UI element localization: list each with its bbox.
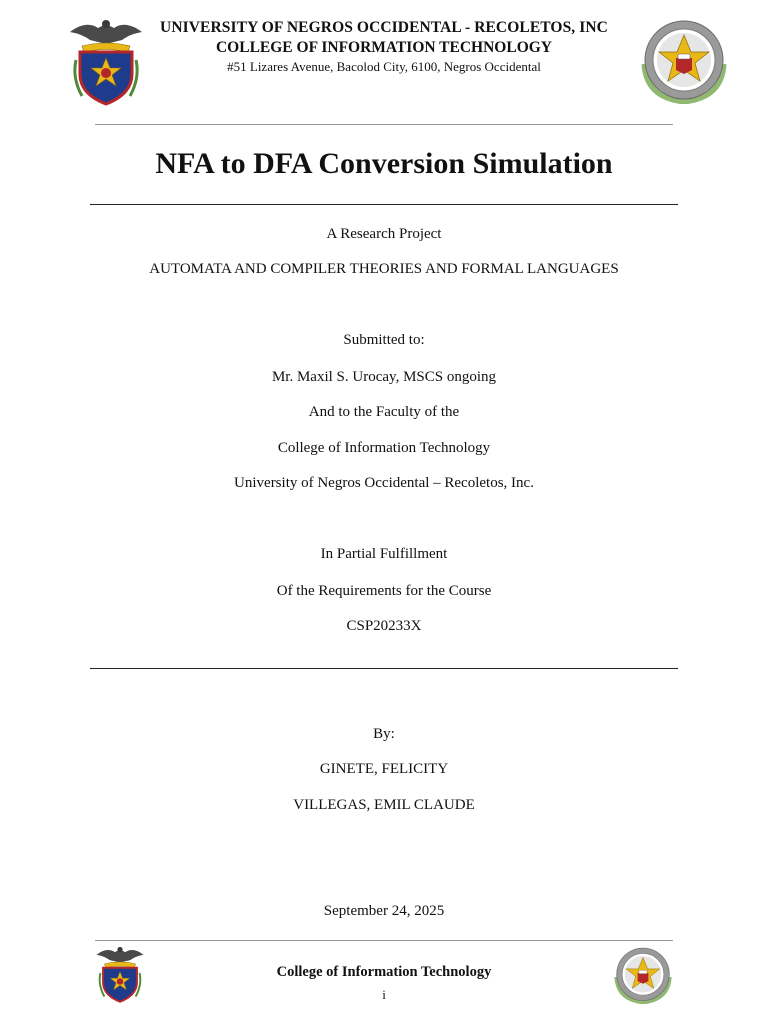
university-line: University of Negros Occidental – Recoletos, Inc. <box>234 475 534 491</box>
college-seal-icon <box>638 18 730 104</box>
author-name: GINETE, FELICITY <box>319 761 449 777</box>
submitted-to-label: Submitted to: <box>343 332 425 348</box>
course-code: CSP20233X <box>346 618 422 634</box>
footer-divider <box>95 940 673 941</box>
address: #51 Lizares Avenue, Bacolod City, 6100, Negros Occidental <box>227 59 541 74</box>
footer-college: College of Information Technology <box>276 964 492 980</box>
faculty-line: And to the Faculty of the <box>308 404 460 420</box>
submission-date: September 24, 2025 <box>323 903 445 919</box>
fulfillment-line-1: In Partial Fulfillment <box>320 546 448 562</box>
college-seal-icon <box>612 946 674 1004</box>
fulfillment-line-2: Of the Requirements for the Course <box>276 583 492 599</box>
course-name: AUTOMATA AND COMPILER THEORIES AND FORMAL LANGUAGES <box>149 261 619 277</box>
adviser-name: Mr. Maxil S. Urocay, MSCS ongoing <box>271 369 497 385</box>
by-label: By: <box>373 726 395 742</box>
title-divider <box>90 204 678 205</box>
page-number: i <box>382 987 386 1002</box>
university-name: UNIVERSITY OF NEGROS OCCIDENTAL - RECOLETOS, INC <box>160 19 608 36</box>
author-name: VILLEGAS, EMIL CLAUDE <box>293 797 475 813</box>
header-divider <box>95 124 673 125</box>
college-name: COLLEGE OF INFORMATION TECHNOLOGY <box>215 39 552 56</box>
college-line: College of Information Technology <box>277 440 491 456</box>
page-title: NFA to DFA Conversion Simulation <box>155 147 613 180</box>
section-divider <box>90 668 678 669</box>
project-type: A Research Project <box>326 226 442 242</box>
